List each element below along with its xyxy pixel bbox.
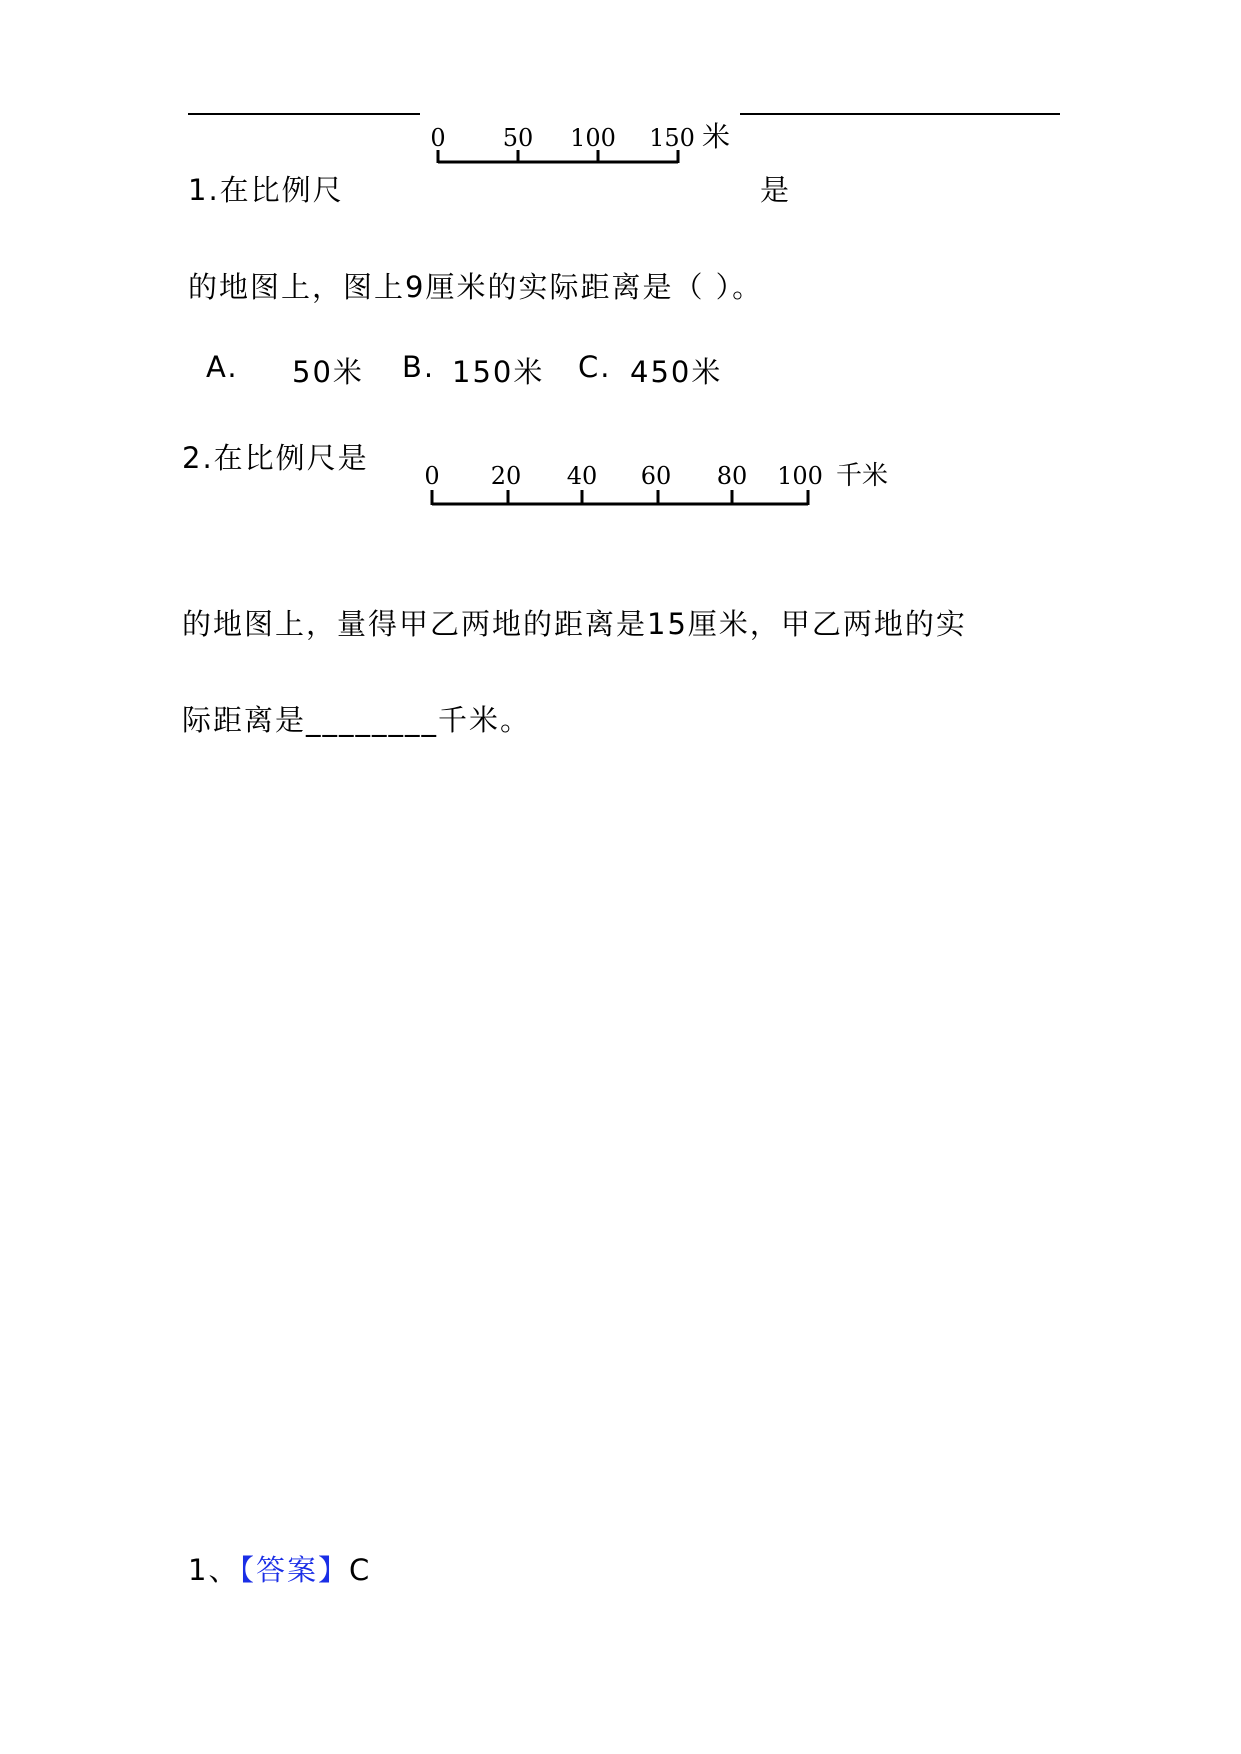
q1-scale-bar — [420, 118, 740, 168]
q2-scale-unit: 千米 — [836, 461, 889, 491]
q1-scale-unit: 米 — [702, 120, 731, 153]
q1-scale-tick-0: 0 — [430, 124, 446, 152]
q1-suffix: 是 — [760, 173, 792, 207]
q2-line3: 际距离是________千米。 — [182, 703, 532, 737]
q1-scale-tick-1: 50 — [502, 124, 534, 152]
q1-option-b-value: 150米 — [452, 355, 545, 389]
q2-scale-tick-0: 0 — [424, 462, 440, 490]
q2-line2: 的地图上，量得甲乙两地的距离是15厘米，甲乙两地的实 — [182, 607, 967, 641]
q2-scale-tick-2: 40 — [566, 462, 598, 490]
top-rule-left — [188, 113, 420, 115]
q2-scale-tick-1: 20 — [490, 462, 522, 490]
q2-scale-tick-4: 80 — [716, 462, 748, 490]
top-rule-right — [740, 113, 1060, 115]
q1-option-c-label: C. — [578, 350, 612, 384]
answer-1-label: 【答案】 — [239, 1553, 349, 1587]
answer-1-value: C — [348, 1553, 372, 1587]
q1-option-a-label: A. — [206, 350, 239, 384]
q2-prefix: 2.在比例尺是 — [182, 441, 369, 475]
q1-prefix: 1.在比例尺 — [188, 173, 344, 207]
q2-scale-tick-5: 100 — [777, 462, 823, 490]
answer-1-number: 1、 — [188, 1553, 240, 1587]
q2-scale-tick-3: 60 — [640, 462, 672, 490]
answer-1 — [188, 1548, 371, 1589]
q2-scale-bar — [420, 458, 900, 510]
q1-option-c-value: 450米 — [630, 355, 723, 389]
q1-option-b-label: B. — [402, 350, 436, 384]
q1-line2: 的地图上，图上9厘米的实际距离是（ ）。 — [188, 270, 764, 304]
q1-scale-tick-3: 150 — [649, 124, 695, 152]
q1-scale-tick-2: 100 — [570, 124, 616, 152]
q1-option-a-value: 50米 — [292, 355, 364, 389]
